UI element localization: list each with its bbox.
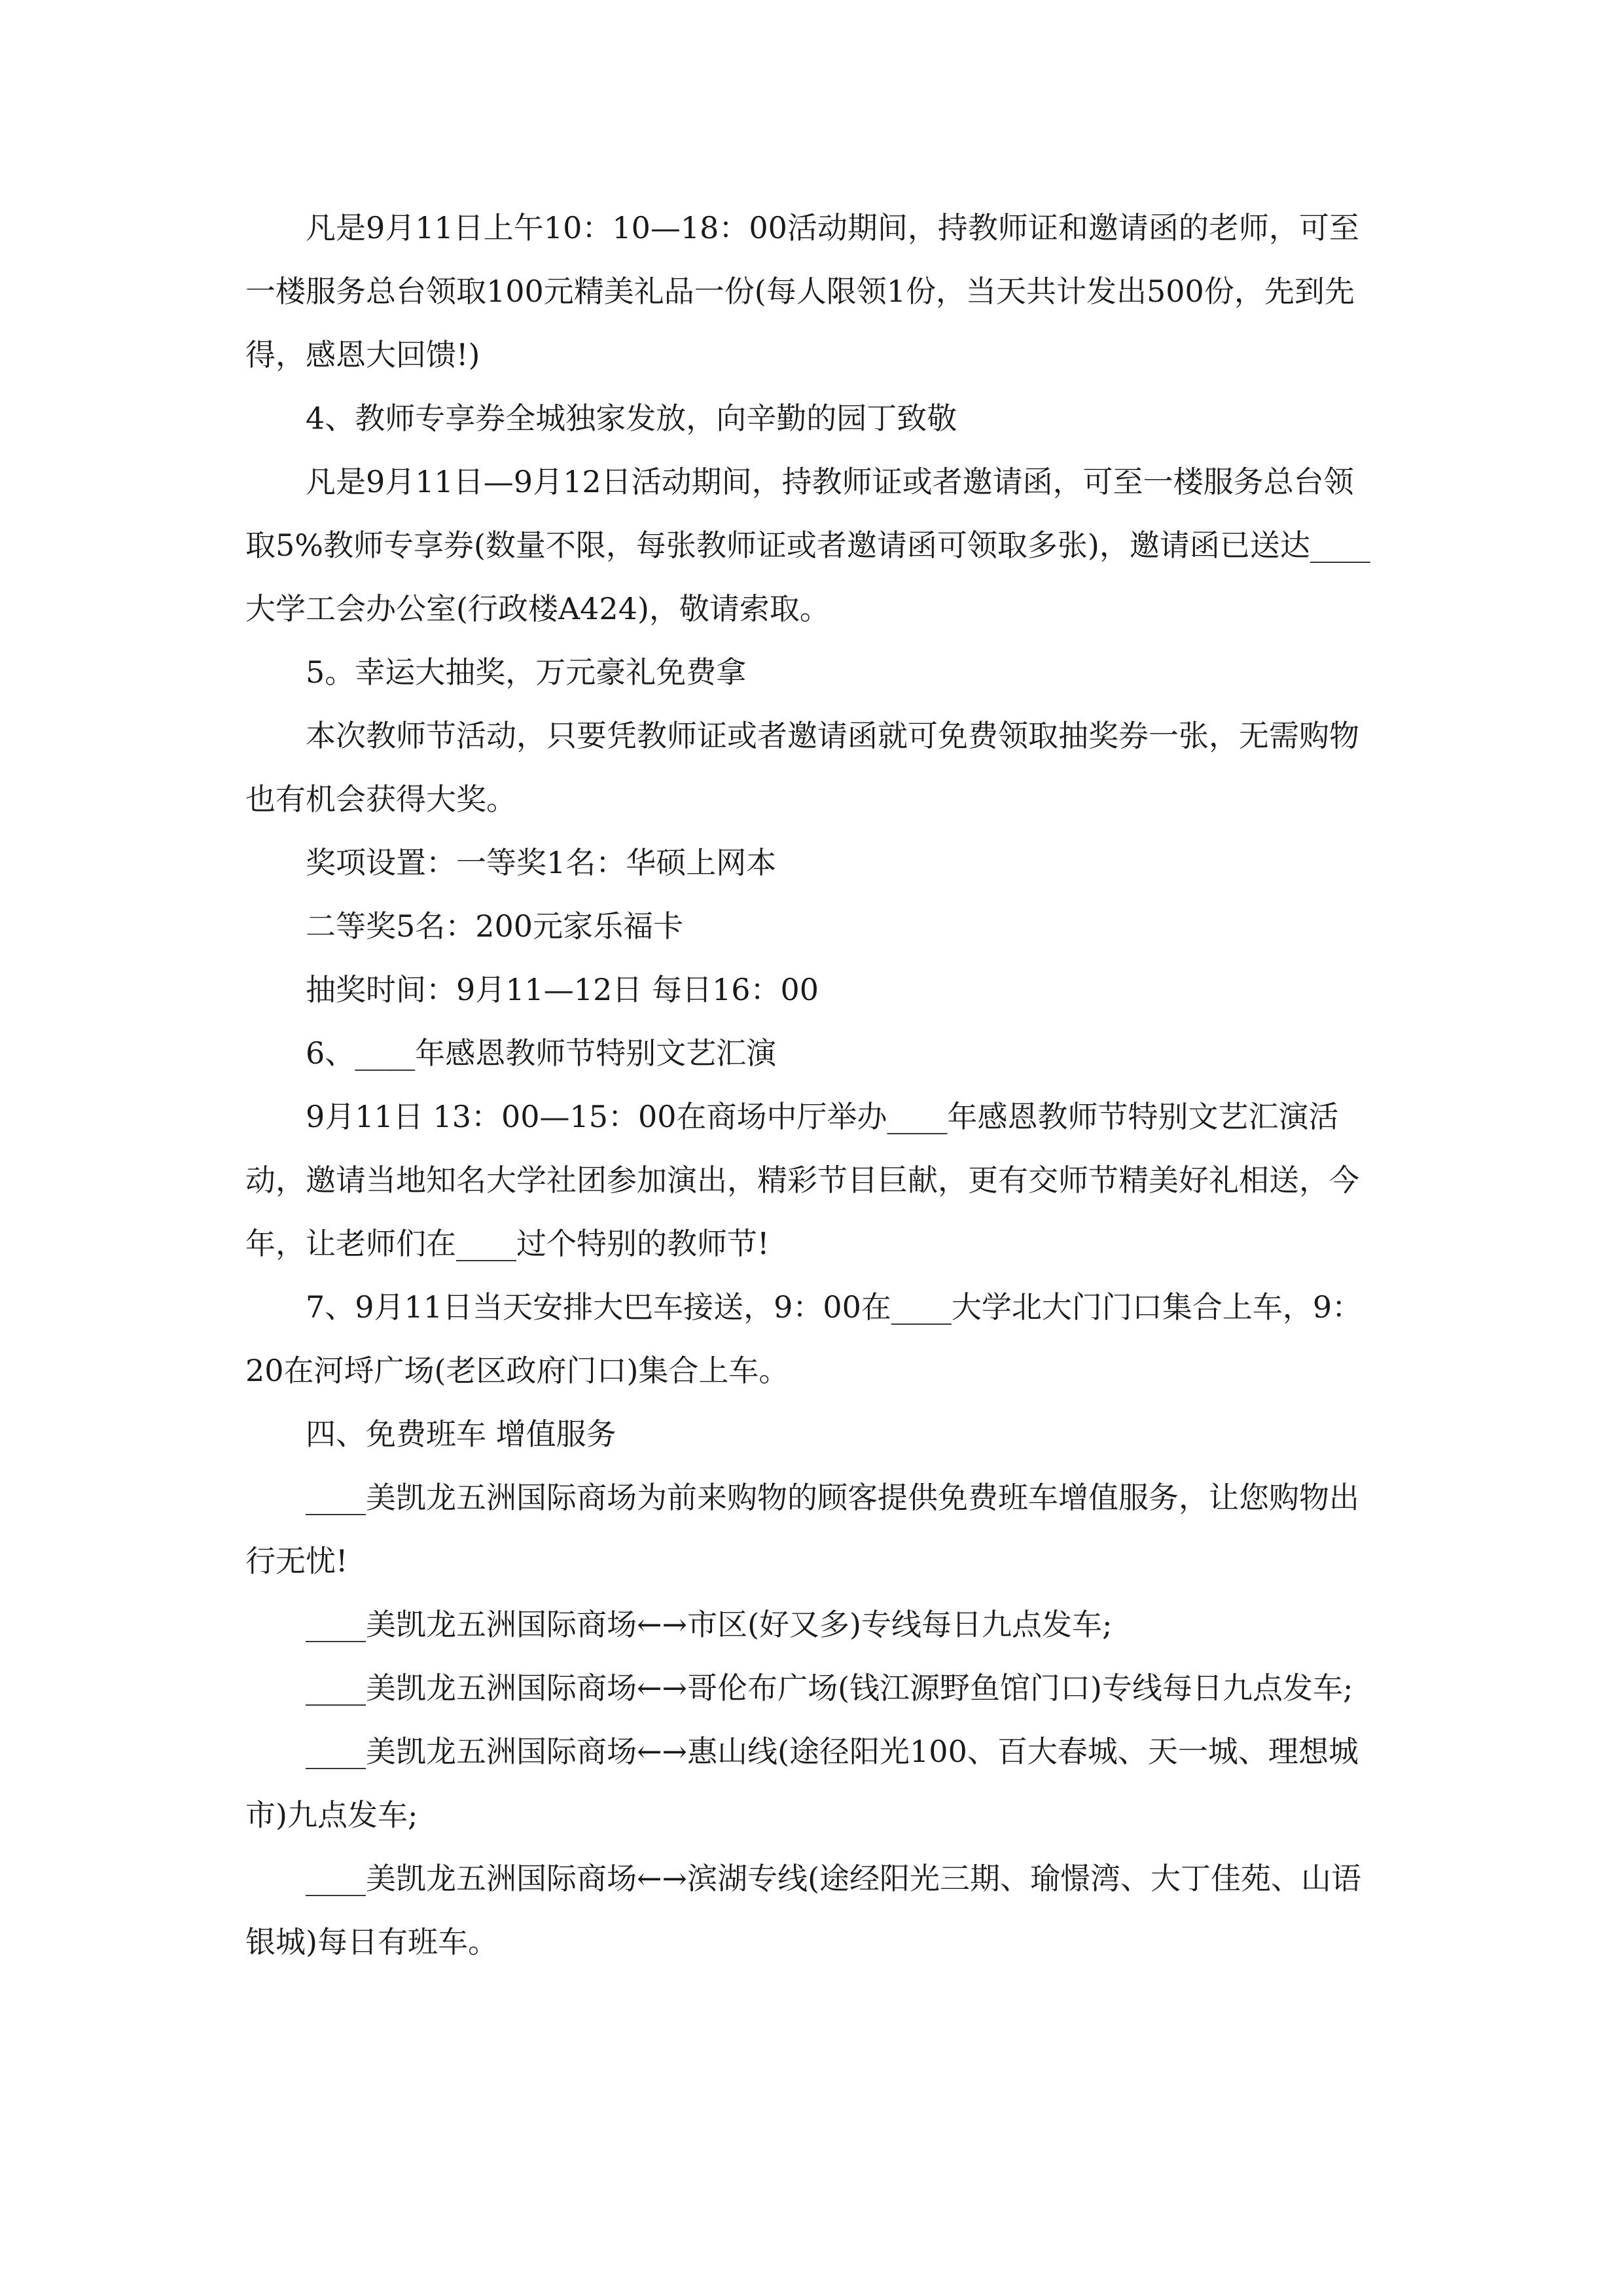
heading-lucky-draw: 5。幸运大抽奖，万元豪礼免费拿	[306, 655, 747, 690]
prize-second: 二等奖5名：200元家乐福卡	[306, 908, 684, 944]
paragraph-performance: 9月11日 13：00—15：00在商场中厅举办____年感恩教师节特别文艺汇演活动，邀请当地知名大学社团参加演出，精彩节目巨献，更有交师节精美好礼相送，今年，让老师们在____过个特别的教师节!	[245, 1099, 1359, 1261]
heading-performance: 6、____年感恩教师节特别文艺汇演	[306, 1035, 777, 1071]
draw-time: 抽奖时间：9月11—12日 每日16：00	[306, 972, 819, 1007]
prize-first: 奖项设置：一等奖1名：华硕上网本	[306, 845, 777, 880]
heading-shuttle-service: 四、免费班车 增值服务	[306, 1416, 616, 1452]
document-body	[245, 196, 1381, 1974]
heading-teacher-coupon: 4、教师专享券全城独家发放，向辛勤的园丁致敬	[306, 401, 957, 436]
paragraph-gift-giveaway: 凡是9月11日上午10：10—18：00活动期间，持教师证和邀请函的老师，可至一楼服务总台领取100元精美礼品一份(每人限领1份，当天共计发出500份，先到先得，感恩大回馈!)	[245, 210, 1359, 372]
paragraph-teacher-coupon: 凡是9月11日—9月12日活动期间，持教师证或者邀请函，可至一楼服务总台领取5%教师专享券(数量不限，每张教师证或者邀请函可领取多张)，邀请函已送达____大学工会办公室(行政楼A424)，敬请索取。	[245, 464, 1370, 626]
shuttle-route-columbus: ____美凯龙五洲国际商场←→哥伦布广场(钱江源野鱼馆门口)专线每日九点发车;	[306, 1670, 1353, 1706]
paragraph-shuttle-intro: ____美凯龙五洲国际商场为前来购物的顾客提供免费班车增值服务，让您购物出行无忧!	[245, 1480, 1359, 1579]
shuttle-route-huishan: ____美凯龙五洲国际商场←→惠山线(途径阳光100、百大春城、天一城、理想城市)九点发车;	[245, 1734, 1359, 1833]
paragraph-lucky-draw: 本次教师节活动，只要凭教师证或者邀请函就可免费领取抽奖券一张，无需购物也有机会获得大奖。	[245, 718, 1359, 817]
shuttle-route-binhu: ____美凯龙五洲国际商场←→滨湖专线(途经阳光三期、瑜憬湾、大丁佳苑、山语银城)每日有班车。	[245, 1861, 1362, 1960]
shuttle-route-city: ____美凯龙五洲国际商场←→市区(好又多)专线每日九点发车;	[306, 1607, 1113, 1642]
paragraph-bus-pickup: 7、9月11日当天安排大巴车接送，9：00在____大学北大门门口集合上车，9：20在河埒广场(老区政府门口)集合上车。	[245, 1289, 1363, 1388]
